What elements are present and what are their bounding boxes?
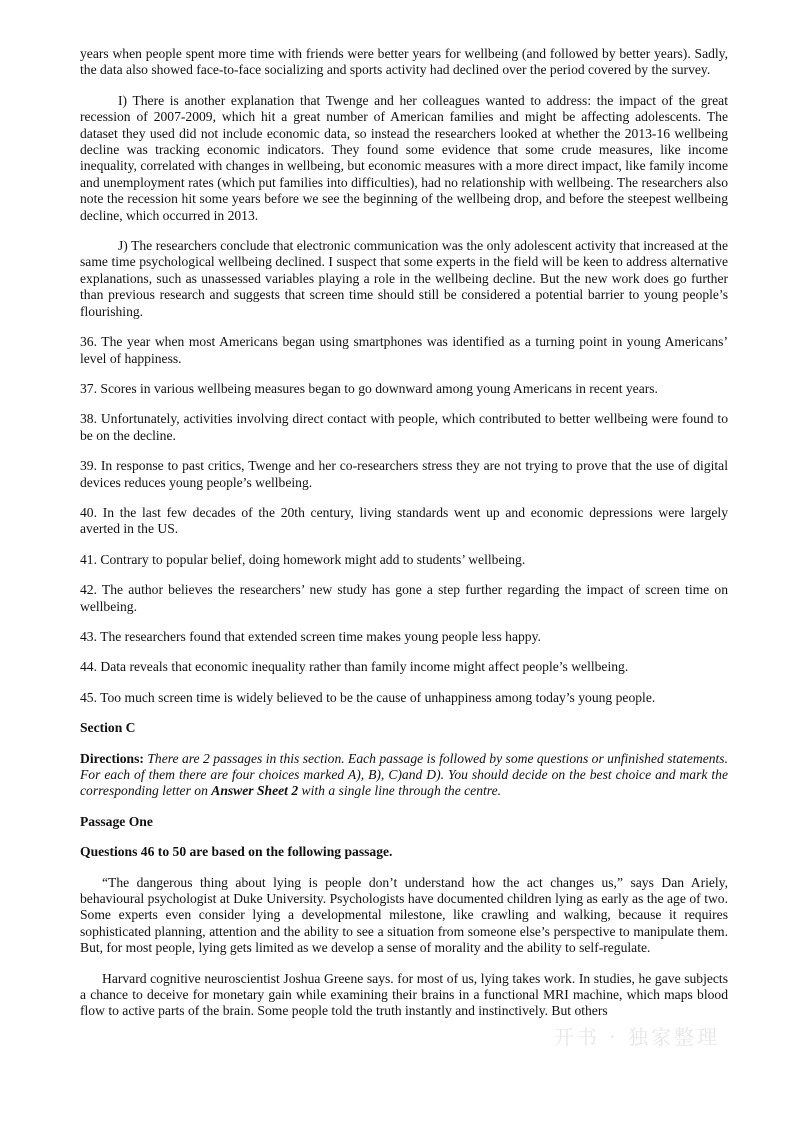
document-page xyxy=(80,46,728,1034)
passage-paragraph-i: I) There is another explanation that Twenge and her colleagues wanted to address: the impact of the great recession of 2007-2009, which hit a great number of American families and might be affecting adolescents. The dataset they used did not include economic data, so instead the researchers looked at whether the 2013-16 wellbeing decline was tracking economic indicators. They found some evidence that some crude measures, like income inequality, correlated with changes in wellbeing, but economic measures with a more direct impact, like family income and unemployment rates (which put families into difficulties), had no relationship with wellbeing. The researchers also note the recession hit some years before we see the beginning of the wellbeing drop, and before the steepest wellbeing decline, which occurred in 2013. xyxy=(80,92,728,223)
question-41: 41. Contrary to popular belief, doing homework might add to students’ wellbeing. xyxy=(80,551,526,567)
question-45: 45. Too much screen time is widely believed to be the cause of unhappiness among today’s young people. xyxy=(80,689,656,705)
answer-sheet-label: Answer Sheet 2 xyxy=(211,783,299,799)
passage-heading: Passage One xyxy=(80,813,153,829)
passage-one-paragraph-1: “The dangerous thing about lying is people don’t understand how the act changes us,” says Dan Ariely, behavioural psychologist at Duke University. Psychologists have documented children lying as early as the age of two. Some experts even consider lying a developmental milestone, like crawling and walking, because it requires sophisticated planning, attention and the ability to see a situation from someone else’s perspective to manipulate them. But, for most people, lying gets limited as we develop a sense of morality and the ability to self-regulate. xyxy=(80,874,728,956)
question-36: 36. The year when most Americans began using smartphones was identified as a turning point in young Americans’ level of happiness. xyxy=(80,334,728,366)
watermark: 开书 · 独家整理 xyxy=(553,1025,720,1049)
question-42: 42. The author believes the researchers’ new study has gone a step further regarding the impact of screen time on wellbeing. xyxy=(80,582,728,614)
directions xyxy=(80,751,728,800)
directions-text: There are 2 passages in this section. Each passage is followed by some questions or unfinished statements. For each of them there are four choices marked A), B), C)and D). You should decide on the best choice and mark the corresponding letter on xyxy=(80,750,728,799)
question-38: 38. Unfortunately, activities involving direct contact with people, which contributed to better wellbeing were found to be on the decline. xyxy=(80,411,728,443)
passage-one-paragraph-2: Harvard cognitive neuroscientist Joshua Greene says. for most of us, lying takes work. In studies, he gave subjects a chance to deceive for monetary gain while examining their brains in a functional MRI machine, which maps blood flow to active parts of the brain. Some people told the truth instantly and instinctively. But others xyxy=(80,970,728,1019)
question-37: 37. Scores in various wellbeing measures began to go downward among young Americans in recent years. xyxy=(80,380,658,396)
question-43: 43. The researchers found that extended screen time makes young people less happy. xyxy=(80,628,541,644)
question-44: 44. Data reveals that economic inequality rather than family income might affect people’s wellbeing. xyxy=(80,659,629,675)
passage-paragraph-h-tail: years when people spent more time with friends were better years for wellbeing (and followed by better years). Sadly, the data also showed face-to-face socializing and sports activity had declined over the period covered by the survey. xyxy=(80,46,728,78)
question-40: 40. In the last few decades of the 20th century, living standards went up and economic depressions were largely averted in the US. xyxy=(80,504,728,537)
question-39: 39. In response to past critics, Twenge and her co-researchers stress they are not trying to prove that the use of digital devices reduces young people’s wellbeing. xyxy=(80,458,728,490)
directions-text-end: with a single line through the centre. xyxy=(298,783,502,799)
directions-label: Directions: xyxy=(80,750,144,766)
questions-intro: Questions 46 to 50 are based on the following passage. xyxy=(80,844,393,860)
passage-paragraph-j: J) The researchers conclude that electronic communication was the only adolescent activity that increased at the same time psychological wellbeing declined. I suspect that some experts in the field will be keen to address alternative explanations, such as unassessed variables playing a role in the wellbeing decline. But the new work does go further than previous research and suggests that screen time should still be considered a potential barrier to young people’s flourishing. xyxy=(80,238,728,319)
section-heading: Section C xyxy=(80,720,136,736)
